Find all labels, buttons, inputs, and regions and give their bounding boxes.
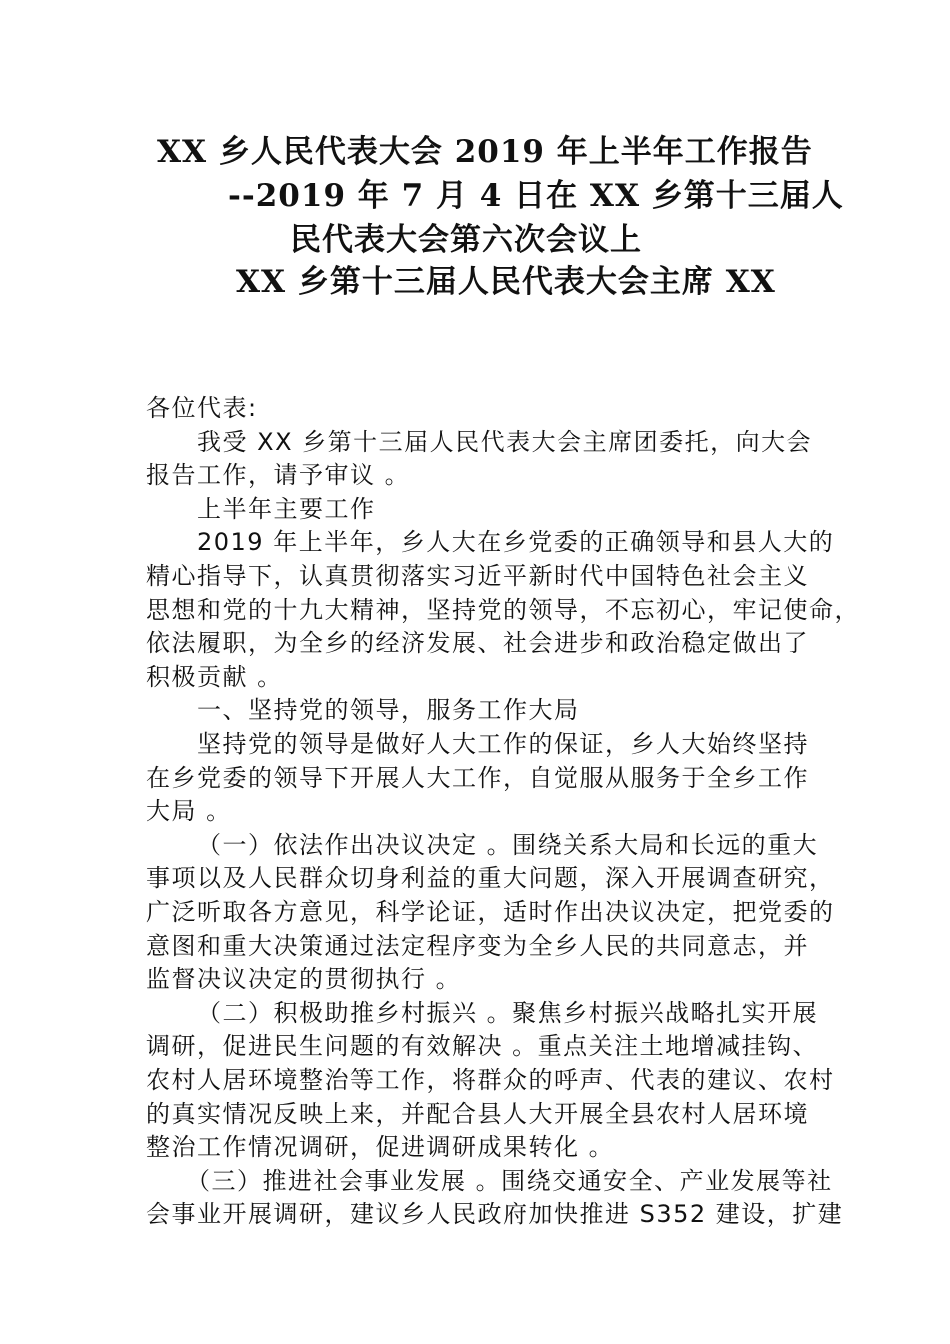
body-line: 调研，促进民生问题的有效解决 。重点关注土地增减挂钩、 [146,1032,819,1061]
body-line: 大局 。 [146,797,232,826]
body-line: 积极贡献 。 [146,662,283,691]
title-line-2: --2019 年 7 月 4 日在 XX 乡第十三届人 [228,178,844,214]
body-line: 我受 XX 乡第十三届人民代表大会主席团委托，向大会 [197,427,813,456]
body-line: 广泛听取各方意见，科学论证，适时作出决议决定，把党委的 [146,898,835,926]
body-line: 的真实情况反映上来，并配合县人大开展全县农村人居环境 [146,1099,809,1128]
body-line: 农村人居环境整治等工作，将群众的呼声、代表的建议、农村 [146,1066,835,1094]
body-line: 思想和党的十九大精神，坚持党的领导，不忘初心，牢记使命， [146,595,860,624]
body-line: 事项以及人民群众切身利益的重大问题，深入开展调查研究， [146,864,835,893]
title-line-1: XX 乡人民代表大会 2019 年上半年工作报告 [157,134,813,170]
title-line-4: XX 乡第十三届人民代表大会主席 XX [236,264,776,300]
salutation: 各位代表: [146,394,258,422]
body-line: 意图和重大决策通过法定程序变为全乡人民的共同意志，并 [146,931,809,960]
subsection-line: （一）依法作出决议决定 。围绕关系大局和长远的重大 [197,830,819,859]
subsection-line: （二）积极助推乡村振兴 。聚焦乡村振兴战略扎实开展 [197,998,819,1027]
body-line: 坚持党的领导是做好人大工作的保证，乡人大始终坚持 [197,730,809,758]
body-line: 监督决议决定的贯彻执行 。 [146,965,462,994]
body-line: 报告工作，请予审议 。 [146,461,411,490]
section-heading: 一、坚持党的领导，服务工作大局 [197,696,580,725]
section-heading: 上半年主要工作 [197,494,376,523]
body-line: 精心指导下，认真贯彻落实习近平新时代中国特色社会主义 [146,562,809,590]
body-line: 整治工作情况调研，促进调研成果转化 。 [146,1133,615,1162]
body-line: 依法履职，为全乡的经济发展、社会进步和政治稳定做出了 [146,629,809,658]
body-line: 2019 年上半年，乡人大在乡党委的正确领导和县人大的 [197,528,835,557]
subsection-line: （三）推进社会事业发展 。围绕交通安全、产业发展等社 [186,1166,833,1195]
title-line-3: 民代表大会第六次会议上 [290,222,642,258]
body-line: 会事业开展调研，建议乡人民政府加快推进 S352 建设，扩建 [146,1200,844,1229]
body-line: 在乡党委的领导下开展人大工作，自觉服从服务于全乡工作 [146,763,809,792]
